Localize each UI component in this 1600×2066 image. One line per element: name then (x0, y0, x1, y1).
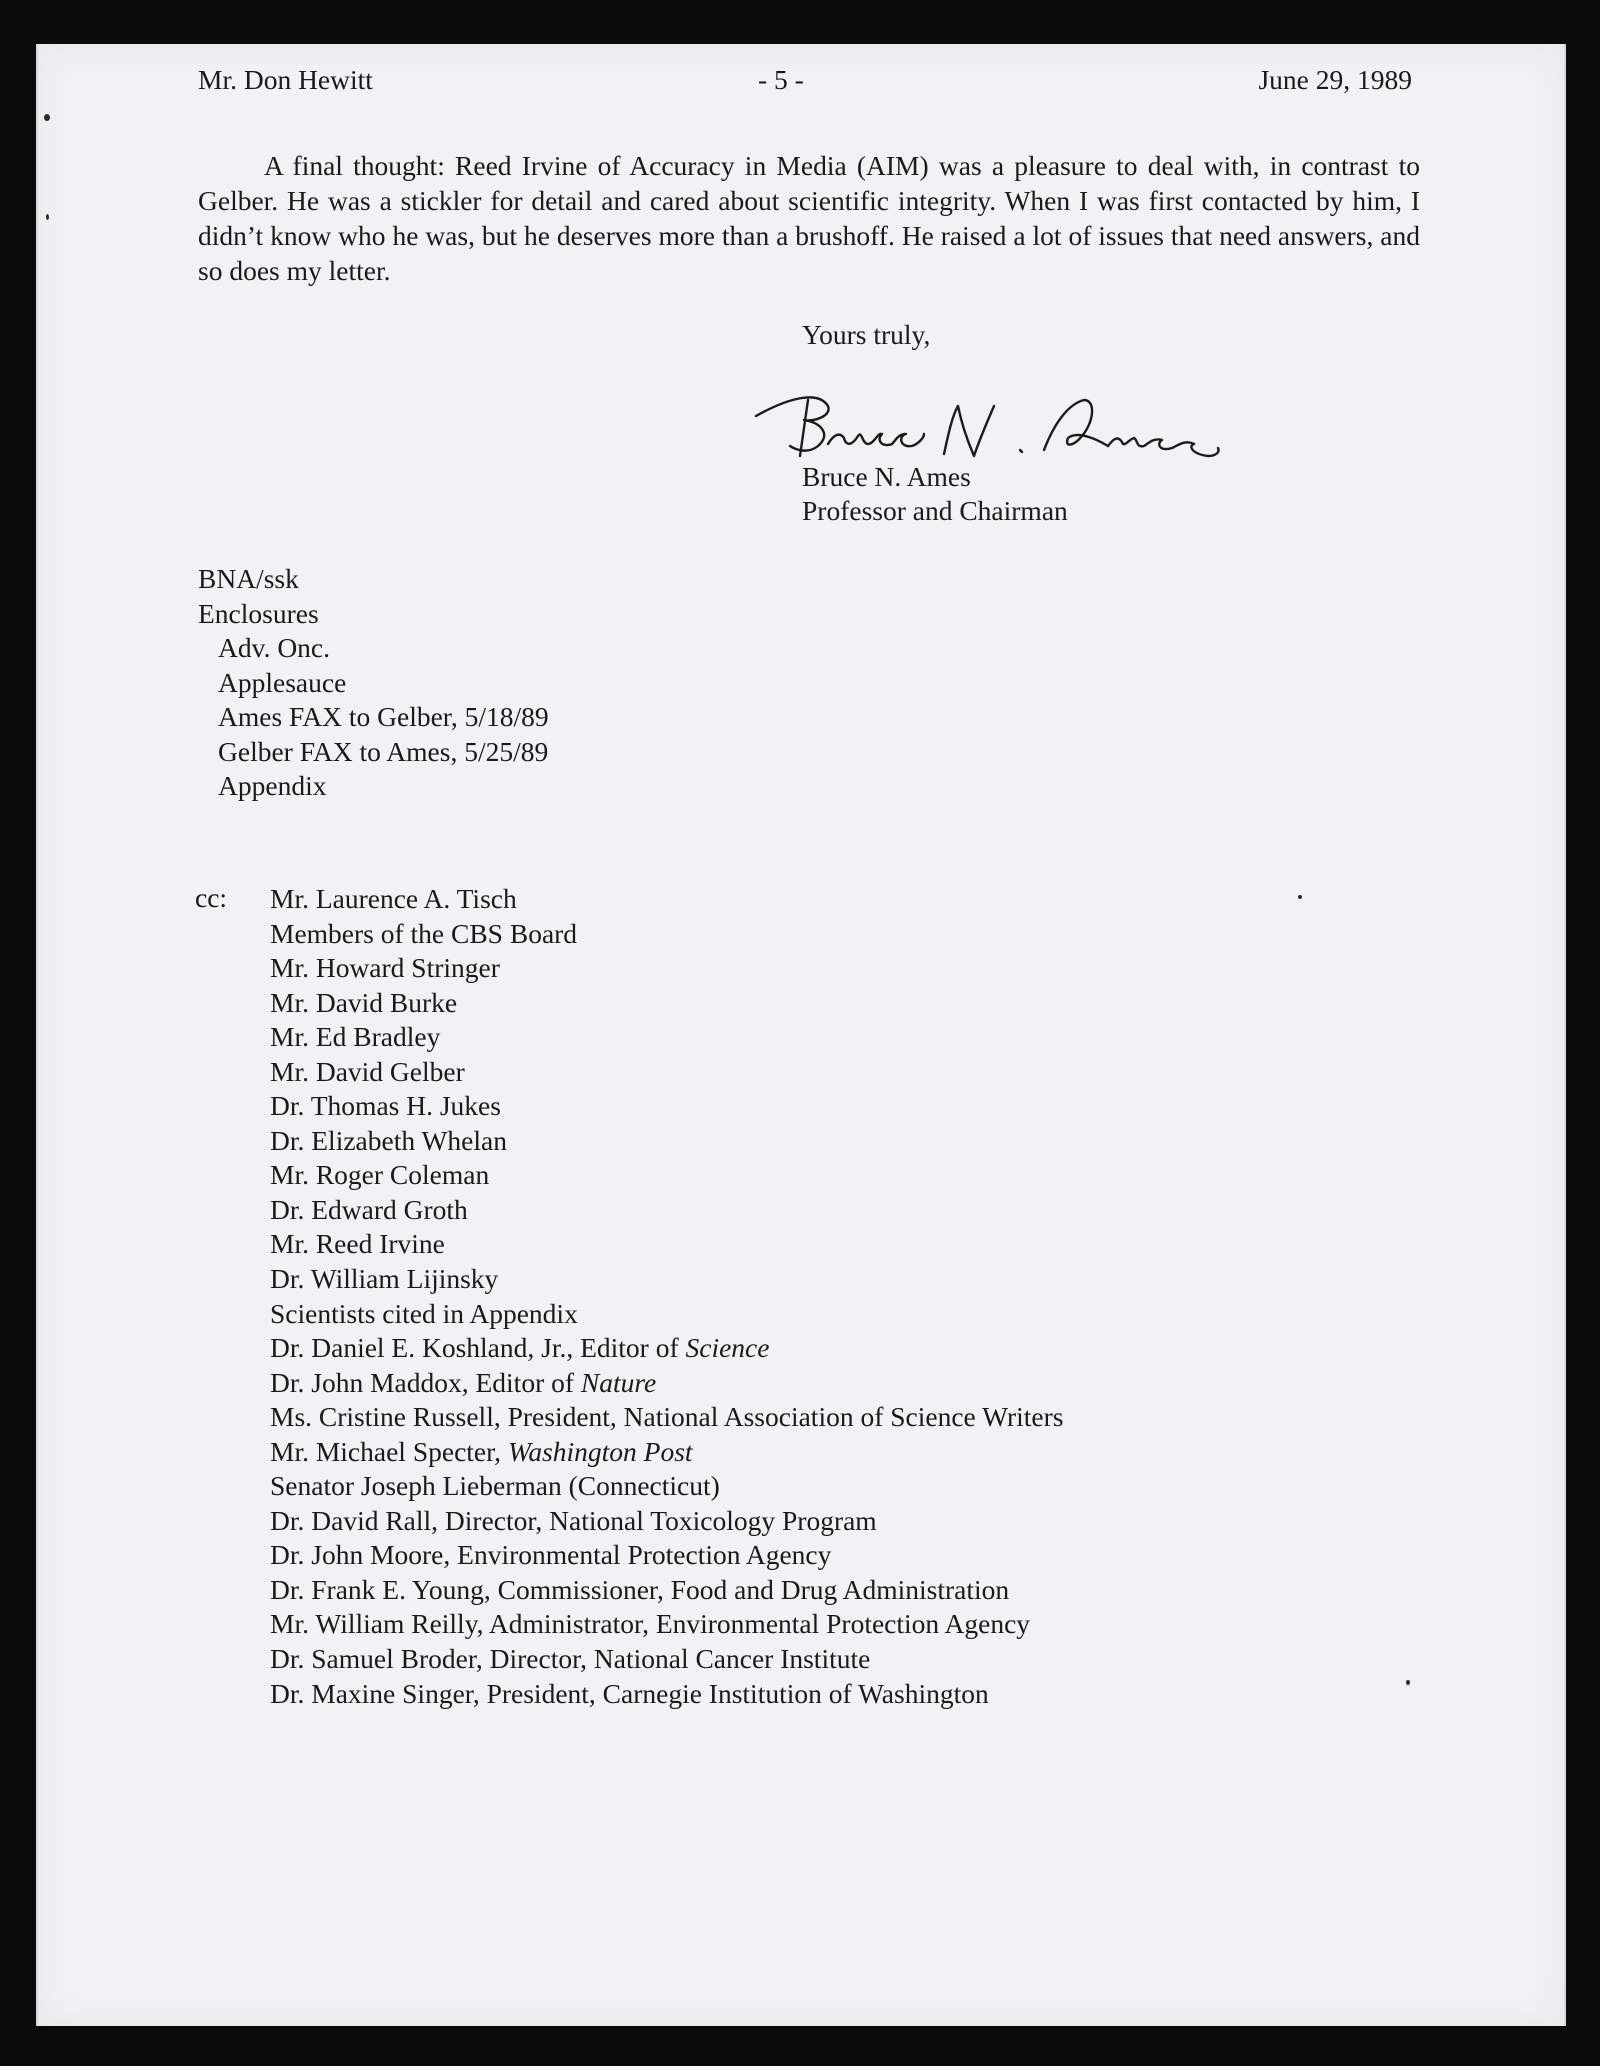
page-left-edge (36, 44, 38, 2026)
list-item: Senator Joseph Lieberman (Connecticut) (270, 1470, 720, 1502)
list-item: Dr. Frank E. Young, Commissioner, Food and Drug Administration (270, 1573, 1010, 1605)
list-item: Adv. Onc. (218, 632, 331, 663)
list-item: Mr. Ed Bradley (270, 1021, 441, 1053)
signer-name: Bruce N. Ames (802, 461, 971, 492)
list-item: Mr. Reed Irvine (270, 1228, 445, 1260)
salutation: Yours truly, (802, 319, 931, 350)
list-item: Mr. Laurence A. Tisch (270, 883, 517, 914)
list-item: Mr. David Gelber (270, 1055, 465, 1087)
list-item: Mr. Howard Stringer (270, 952, 500, 984)
scan-speck (44, 114, 50, 121)
list-item: Members of the CBS Board (270, 917, 578, 949)
paragraph-text: A final thought: Reed Irvine of Accuracy in Media (AIM) was a pleasure to deal with, in contrast to Gelber. He was a stickler for detail and cared about scientific integrity. When I was first contacted by him, I didn’t know who he was, but he deserves more than a brushoff. He raised a lot of issues that need answers, and so does my letter. (198, 150, 1420, 286)
list-item: Scientists cited in Appendix (270, 1297, 578, 1329)
item-text: Dr. John Maddox, Editor of (270, 1366, 581, 1398)
header-recipient: Mr. Don Hewitt (198, 64, 373, 95)
reference-block (198, 562, 319, 631)
list-item: Dr. Elizabeth Whelan (270, 1124, 507, 1156)
list-item: Dr. William Lijinsky (270, 1263, 499, 1295)
list-item: Mr. Roger Coleman (270, 1159, 490, 1191)
letter-page (36, 44, 1566, 2026)
enclosures-label: Enclosures (198, 597, 319, 629)
scan-speck (46, 214, 49, 220)
scan-speck (1298, 895, 1302, 899)
header-date: June 29, 1989 (1258, 64, 1412, 95)
scan-speck (1406, 1680, 1410, 1685)
list-item: Ms. Cristine Russell, President, National Association of Science Writers (270, 1401, 1064, 1433)
list-item: Mr. William Reilly, Administrator, Environmental Protection Agency (270, 1608, 1031, 1640)
initials: BNA/ssk (198, 563, 299, 594)
closing-paragraph (198, 148, 1420, 288)
list-item: Dr. David Rall, Director, National Toxicology Program (270, 1504, 877, 1536)
page-number: - 5 - (758, 64, 804, 95)
list-item: Applesauce (218, 666, 347, 698)
publication-title: Washington Post (507, 1435, 693, 1467)
signer-block (802, 460, 1068, 528)
item-text: Mr. Michael Specter, (270, 1435, 508, 1467)
item-text: Dr. Daniel E. Koshland, Jr., Editor of (270, 1332, 686, 1364)
list-item: Dr. John Moore, Environmental Protection Agency (270, 1539, 832, 1571)
signer-title: Professor and Chairman (802, 495, 1068, 526)
list-item: Gelber FAX to Ames, 5/25/89 (218, 735, 549, 767)
cc-list (270, 882, 1064, 1711)
page-header (198, 64, 1428, 104)
list-item: Ames FAX to Gelber, 5/18/89 (218, 701, 549, 733)
list-item: Dr. Edward Groth (270, 1193, 468, 1225)
publication-title: Science (685, 1332, 770, 1364)
list-item (270, 1366, 1064, 1401)
publication-title: Nature (580, 1366, 657, 1398)
list-item: Dr. Maxine Singer, President, Carnegie Institution of Washington (270, 1677, 989, 1709)
list-item (270, 1331, 1064, 1366)
list-item: Dr. Thomas H. Jukes (270, 1090, 501, 1122)
list-item: Mr. David Burke (270, 986, 458, 1018)
list-item: Appendix (218, 770, 327, 802)
enclosures-list (218, 631, 549, 804)
list-item: Dr. Samuel Broder, Director, National Cancer Institute (270, 1643, 871, 1675)
closing-salutation-block (802, 318, 930, 352)
page-right-edge (1564, 44, 1566, 2026)
cc-label: cc: (195, 882, 228, 913)
list-item (270, 1435, 1064, 1470)
